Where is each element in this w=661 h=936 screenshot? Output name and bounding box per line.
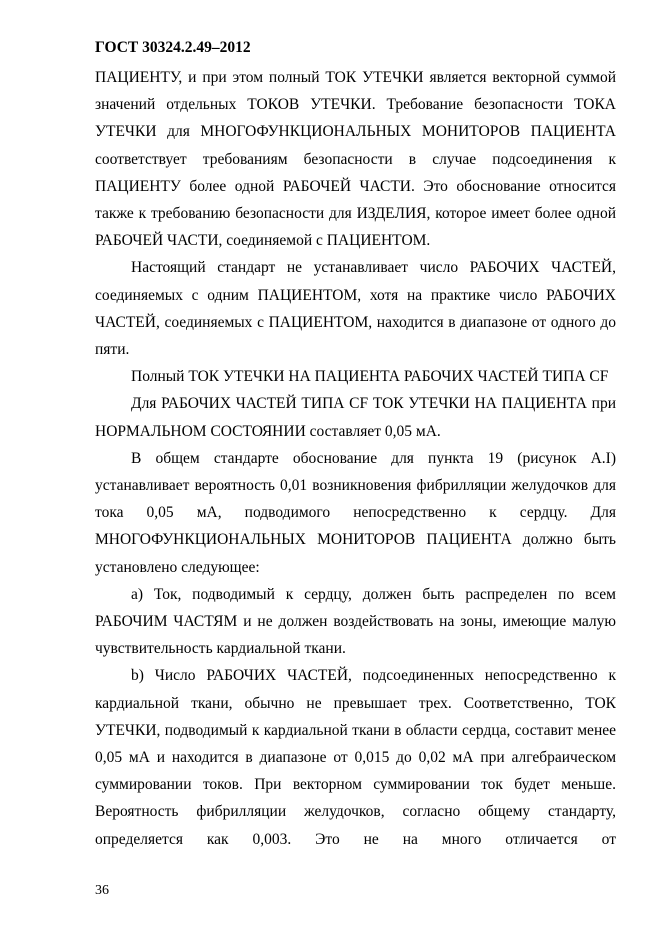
paragraph-heading-total-patient-leakage: Полный ТОК УТЕЧКИ НА ПАЦИЕНТА РАБОЧИХ ЧАСТЕЙ ТИПА CF — [131, 368, 609, 386]
paragraph-cf-normal-condition: Для РАБОЧИХ ЧАСТЕЙ ТИПА CF ТОК УТЕЧКИ НА ПАЦИЕНТА при НОРМАЛЬНОМ СОСТОЯНИИ составляет 0,05 мА. — [95, 395, 616, 440]
page-number: 36 — [95, 883, 109, 898]
paragraph-leakage-current-vector-sum: ПАЦИЕНТУ, и при этом полный ТОК УТЕЧКИ является векторной суммой значений отдельных ТОКОВ УТЕЧКИ. Требование безопасности ТОКА УТЕЧКИ для МНОГОФУНКЦИОНАЛЬНЫХ МОНИТОРОВ ПАЦИЕНТА соответствует требованиям безопасности в случае подсоединения к ПАЦИЕНТУ более одной РАБОЧЕЙ ЧАСТИ. Это обоснование относится также к требованию безопасности для ИЗДЕЛИЯ, которое имеет более одной РАБОЧЕЙ ЧАСТИ, соединяемой с ПАЦИЕНТОМ. — [95, 69, 616, 250]
paragraph-general-standard-rationale: В общем стандарте обоснование для пункта 19 (рисунок А.I) устанавливает вероятность 0,01 возникновения фибрилляции желудочков для тока 0,05 мА, подводимого непосредственно к сердцу. Для МНОГОФУНКЦИОНАЛЬНЫХ МОНИТОРОВ ПАЦИЕНТА должно быть установлено следующее: — [95, 449, 616, 576]
paragraph-item-b: b) Число РАБОЧИХ ЧАСТЕЙ, подсоединенных непосредственно к кардиальной ткани, обычно не превышает трех. Соответственно, ТОК УТЕЧКИ, подводимый к кардиальной ткани в области сердца, составит менее 0,05 мА и находится в диапазоне от 0,015 до 0,02 мА при алгебраическом суммировании токов. При векторном суммировании ток будет меньше. Вероятность фибрилляции желудочков, согласно общему стандарту, определяется как 0,003. Это не на много отличается от — [95, 667, 616, 848]
document-body — [95, 64, 616, 853]
paragraph-number-of-applied-parts: Настоящий стандарт не устанавливает число РАБОЧИХ ЧАСТЕЙ, соединяемых с одним ПАЦИЕНТОМ, хотя на практике число РАБОЧИХ ЧАСТЕЙ, соединяемых с ПАЦИЕНТОМ, находится в диапазоне от одного до пяти. — [95, 259, 616, 359]
document-header: ГОСТ 30324.2.49–2012 — [95, 39, 251, 56]
paragraph-item-a: а) Ток, подводимый к сердцу, должен быть распределен по всем РАБОЧИМ ЧАСТЯМ и не должен воздействовать на зоны, имеющие малую чувствительность кардиальной ткани. — [95, 585, 616, 658]
